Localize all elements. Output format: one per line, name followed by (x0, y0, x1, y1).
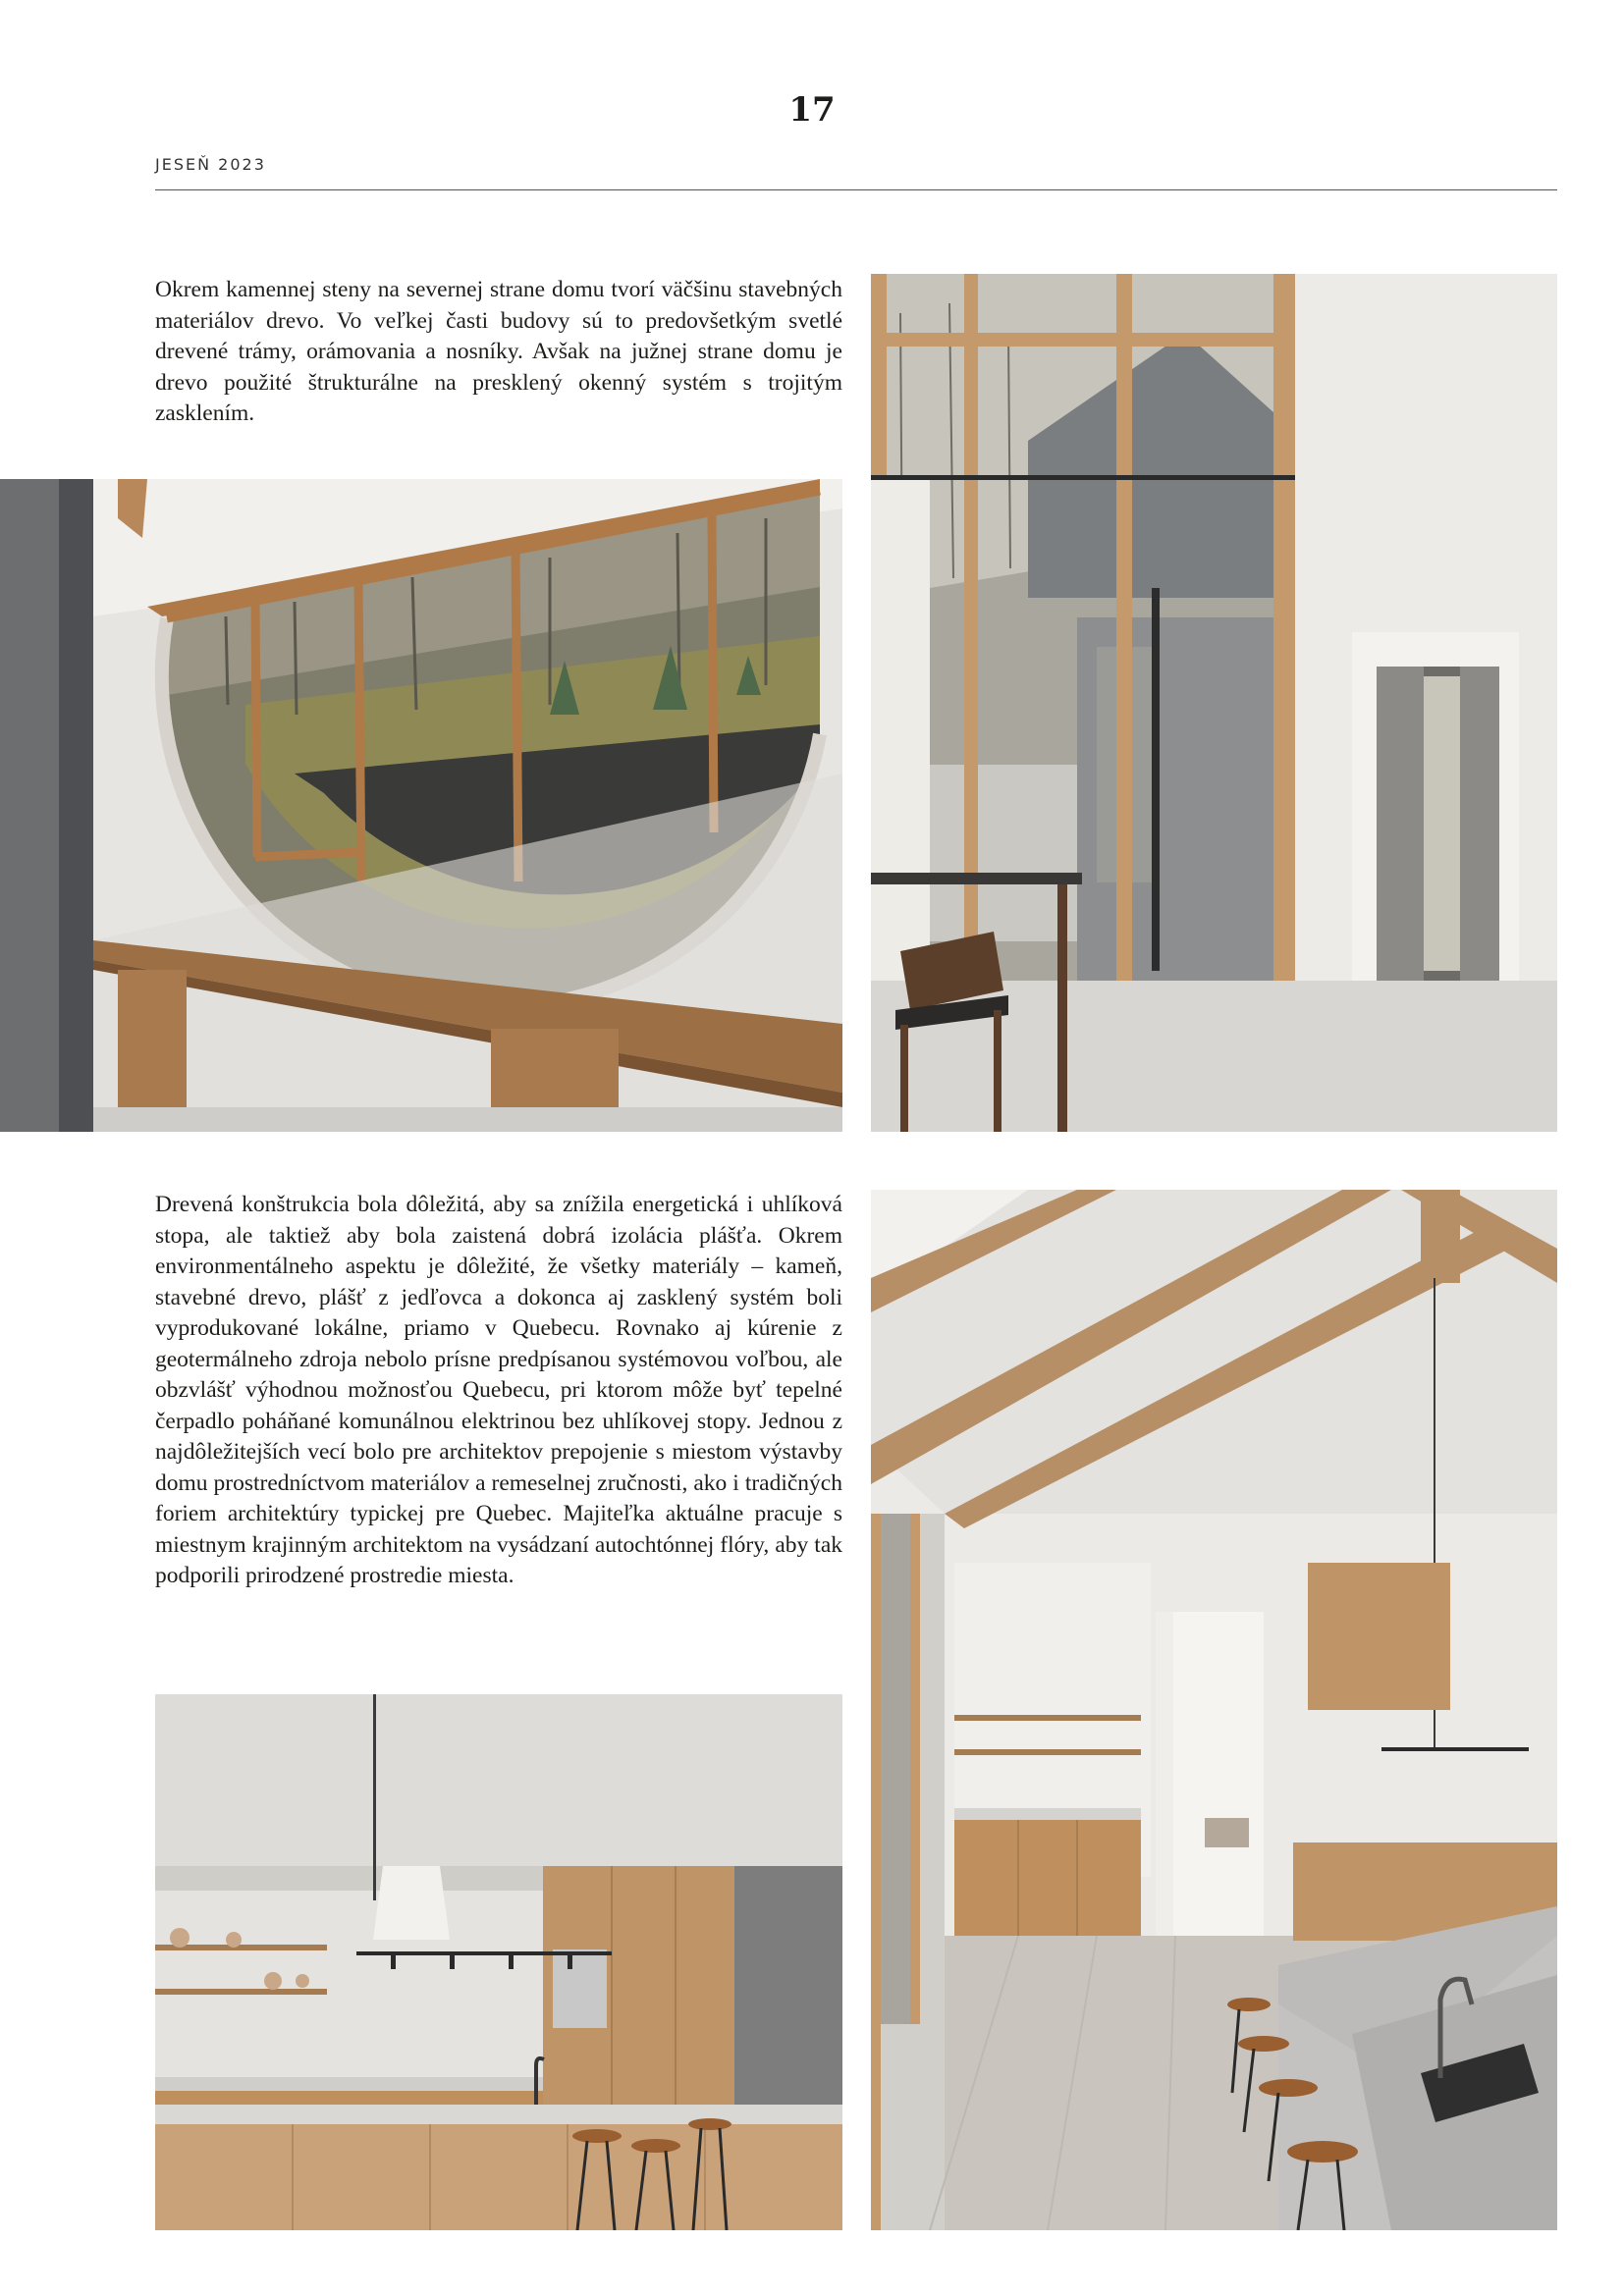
article-paragraph-1: Okrem kamennej steny na severnej strane domu tvorí väčšinu stavebných materiálov drevo. Vo veľkej časti budovy sú to predovšetkým svetlé drevené trámy, orámovania a nosníky. Avšak na južnej strane domu je drevo použité štrukturálne na presklený okenný systém s trojitým zasklením. (155, 277, 842, 426)
article-paragraph-2: Drevená konštrukcia bola dôležitá, aby sa znížila energetická i uhlíková stopa, ale taktiež aby bola zaistená dobrá izolácia plášťa. Okrem environmentálneho aspektu je dôležité, že všetky materiály – kameň, stavebné drevo, plášť z jedľovca a dokonca aj zasklený systém boli vyprodukované lokálne, priamo v Quebecu. Rovnako aj kúrenie z geotermálneho zdroja nebolo prísne predpísanou systémovou voľbou, ale obzvlášť výhodnou možnosťou Quebecu, pri ktorom môže byť tepelné čerpadlo poháňané komunálnou elektrinou bez uhlíkovej stopy. Jednou z najdôležitejších vecí bolo pre architektov prepojenie s miestom výstavby domu prostredníctvom materiálov a remeselnej zručnosti, ako i tradičných foriem architektúry typickej pre Quebec. Majiteľka aktuálne pracuje s miestnym krajinným architektom na vysádzaní autochtónnej flóry, aby tak podporili prirodzené prostredie miesta. (155, 1192, 842, 1588)
header-divider (155, 189, 1557, 190)
photo-kitchen-beams-island (871, 1190, 1557, 2230)
photo-entry-stone-wall (871, 274, 1557, 1132)
photo-half-round-window (0, 479, 842, 1132)
issue-label: JESEŇ 2023 (155, 155, 266, 174)
page-number: 17 (788, 90, 836, 130)
photo-kitchen-overview (155, 1694, 842, 2230)
